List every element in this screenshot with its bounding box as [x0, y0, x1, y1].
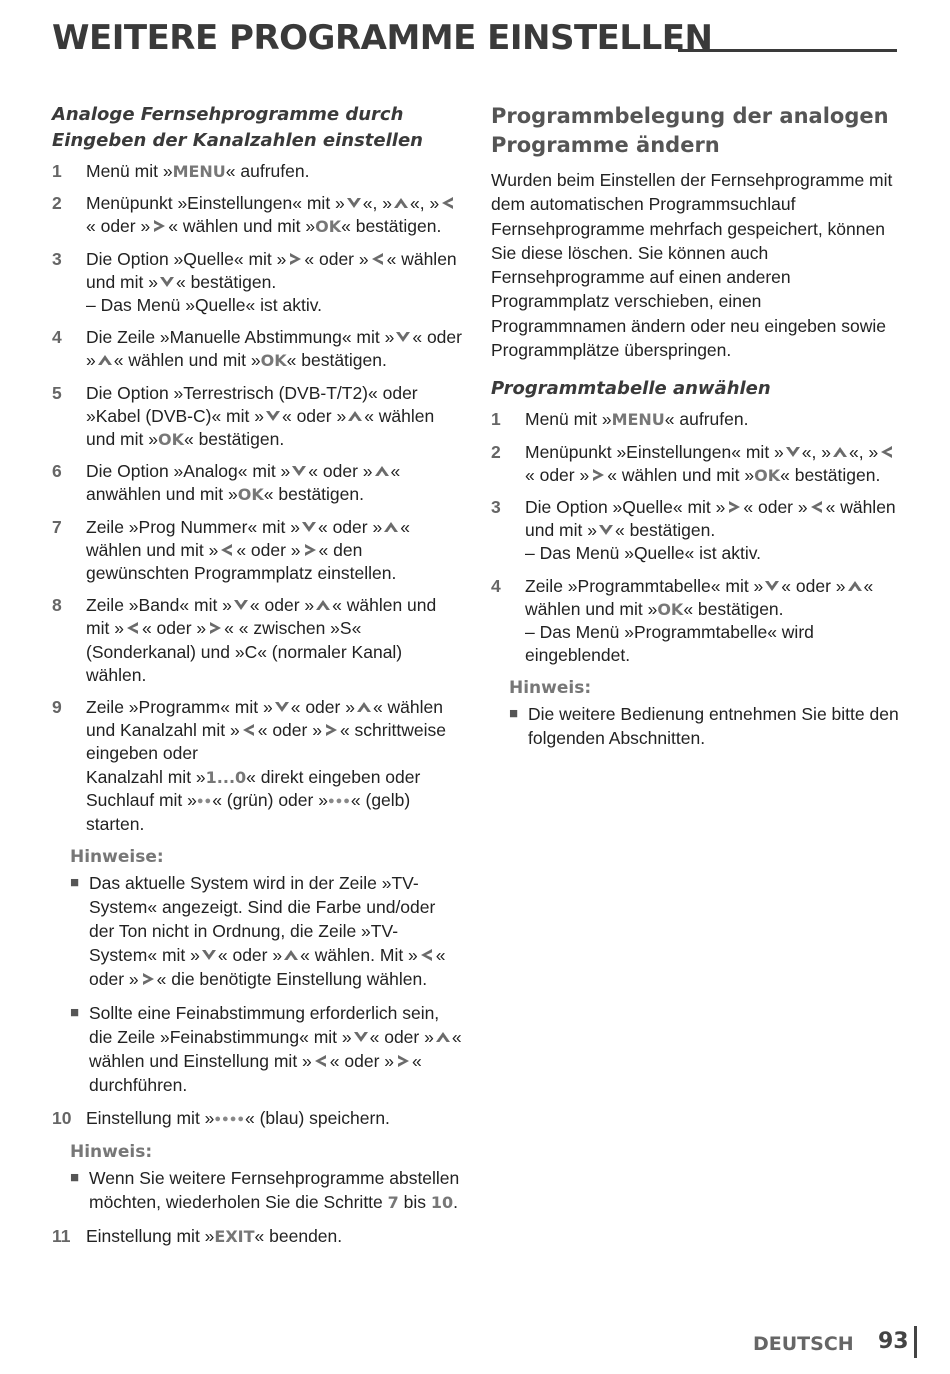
square-bullet-icon: ■	[70, 1004, 80, 1022]
text-run: « oder »	[281, 405, 347, 426]
step-text	[86, 594, 464, 687]
text-run: Die Option »Quelle« mit »	[525, 496, 726, 517]
step-item	[52, 1225, 464, 1248]
right-steps	[491, 408, 901, 667]
key-label: 10	[430, 1193, 454, 1213]
arrow-left-icon	[439, 196, 457, 210]
arrow-up-icon	[96, 353, 114, 367]
step-item	[52, 326, 464, 372]
text-run: « « zwischen »S« (Sonderkanal) und »C« (normaler Kanal) wählen.	[86, 618, 403, 685]
text-run: Kanalzahl mit »	[86, 766, 206, 787]
step-text	[525, 496, 901, 566]
step-text	[86, 460, 464, 506]
text-run: « wählen und mit »	[86, 516, 410, 560]
arrow-right-icon	[301, 543, 319, 557]
key-label: OK	[237, 485, 264, 505]
text-run: « wählen. Mit »	[300, 945, 418, 966]
arrow-down-icon	[232, 598, 250, 612]
text-run: Sollte eine Feinabstimmung erforderlich sein, die Zeile »Feinabstimmung« mit »	[89, 1003, 440, 1048]
step-item	[491, 441, 901, 487]
arrow-right-icon	[725, 500, 743, 514]
text-run: « bestätigen.	[780, 464, 881, 485]
text-run: « bestätigen.	[286, 350, 387, 371]
text-run: « anwählen und mit »	[86, 461, 401, 505]
color-button-dots-icon: ●●	[196, 794, 213, 807]
arrow-left-icon	[312, 1054, 330, 1068]
note-list	[52, 1166, 464, 1215]
title-rule	[678, 49, 897, 52]
text-run: « oder »	[249, 595, 315, 616]
arrow-up-icon	[282, 948, 300, 962]
step-text	[86, 248, 464, 318]
arrow-left-icon	[878, 445, 896, 459]
arrow-down-icon	[273, 700, 291, 714]
text-run: – Das Menü »Quelle« ist aktiv.	[525, 543, 762, 564]
text-run: Zeile »Programm« mit »	[86, 697, 273, 718]
arrow-right-icon	[286, 252, 304, 266]
arrow-down-icon	[158, 275, 176, 289]
step-text	[525, 441, 901, 487]
step-text	[525, 408, 901, 431]
note-item	[509, 702, 901, 750]
text-run: « wählen und Einstellung mit »	[89, 1027, 462, 1072]
step-item	[52, 160, 464, 183]
text-run: « oder »	[141, 618, 207, 639]
arrow-right-icon	[322, 723, 340, 737]
key-label: 1...0	[205, 767, 247, 787]
arrow-left-icon	[808, 500, 826, 514]
arrow-down-icon	[784, 445, 802, 459]
right-note-label: Hinweis:	[509, 678, 592, 699]
step-text	[86, 1107, 464, 1131]
arrow-left-icon	[240, 723, 258, 737]
step-11	[52, 1225, 464, 1248]
arrow-down-icon	[352, 1030, 370, 1044]
text-run: Die weitere Bedienung entnehmen Sie bitte den folgenden Abschnitten.	[528, 704, 899, 749]
step-item	[52, 382, 464, 452]
text-run: « bestätigen.	[263, 484, 364, 505]
step-number: 4	[491, 575, 501, 596]
note-item	[70, 871, 464, 991]
footer-bar	[914, 1326, 917, 1358]
text-run: Die Option »Terrestrisch (DVB-T/T2)« oder »Kabel (DVB-C)« mit »	[86, 382, 418, 426]
step-number: 9	[52, 697, 62, 718]
step-number: 1	[52, 161, 62, 181]
text-run: Einstellung mit »	[86, 1226, 215, 1247]
arrow-up-icon	[434, 1030, 452, 1044]
text-run: Menüpunkt »Einstellungen« mit »	[525, 441, 784, 462]
key-label: OK	[657, 599, 684, 619]
text-run: « oder »	[369, 1027, 434, 1048]
step-item	[52, 460, 464, 506]
step-number: 11	[52, 1226, 71, 1247]
text-run: «, »	[848, 441, 879, 462]
text-run: bis	[398, 1192, 431, 1213]
arrow-left-icon	[124, 621, 142, 635]
step-text	[525, 575, 901, 668]
arrow-up-icon	[831, 445, 849, 459]
left-subhead: Analoge Fernsehprogramme durch Eingeben der Kanalzahlen einstellen	[52, 104, 423, 151]
text-run: « den gewünschten Programmplatz einstellen.	[86, 539, 397, 584]
text-run: « oder »	[304, 248, 369, 269]
step-item	[52, 192, 464, 238]
step-text	[86, 192, 464, 238]
text-run: Die Option »Analog« mit »	[86, 461, 291, 482]
key-label: OK	[754, 465, 781, 485]
text-run: « wählen und mit »	[607, 464, 755, 485]
text-run: « wählen und mit »	[86, 595, 437, 639]
text-run: « wählen und mit »	[168, 216, 316, 237]
step-text	[86, 326, 464, 372]
step-number: 5	[52, 382, 62, 403]
text-run: « durchführen.	[89, 1051, 422, 1096]
note-item	[70, 1001, 464, 1097]
arrow-right-icon	[206, 621, 224, 635]
note-text	[528, 702, 901, 750]
text-run: « wählen und mit »	[525, 575, 874, 619]
intro-paragraph: Wurden beim Einstellen der Fernsehprogramme mit dem automatischen Programmsuchlauf Fernsehprogramme mehrfach gespeichert, können Sie diese löschen. Sie können auch Fernsehprogramme auf einen anderen Programmplatz verschieben, einen Programmnamen ändern oder neu eingeben sowie Programmplätze überspringen.	[491, 170, 893, 361]
page-title: WEITERE PROGRAMME EINSTELLEN	[52, 18, 713, 58]
color-button-dots-icon: ●●●	[327, 794, 351, 807]
step-number: 1	[491, 409, 501, 430]
step-item	[52, 696, 464, 836]
arrow-down-icon	[597, 523, 615, 537]
text-run: « die benötigte Einstellung wählen.	[156, 969, 428, 990]
text-run: « bestätigen.	[175, 271, 277, 292]
text-run: Menü mit »	[525, 409, 612, 430]
text-run: Zeile »Band« mit »	[86, 595, 232, 616]
arrow-right-icon	[589, 468, 607, 482]
arrow-down-icon	[290, 464, 308, 478]
step-number: 4	[52, 327, 62, 348]
arrow-left-icon	[369, 252, 387, 266]
key-label: 7	[387, 1193, 399, 1213]
arrow-up-icon	[846, 579, 864, 593]
text-run: « oder »	[743, 496, 808, 517]
step-10	[52, 1107, 464, 1131]
step-number: 3	[52, 248, 62, 269]
text-run: .	[453, 1192, 459, 1213]
text-run: « (grün) oder »	[212, 789, 328, 810]
text-run: « oder »	[89, 945, 446, 990]
text-run: « wählen und mit »	[86, 405, 435, 450]
arrow-up-icon	[382, 520, 400, 534]
arrow-up-icon	[355, 700, 373, 714]
text-run: « wählen und Kanalzahl mit »	[86, 697, 444, 741]
key-label: OK	[315, 217, 342, 237]
text-run: « bestätigen.	[683, 598, 784, 619]
step-item	[491, 496, 901, 566]
text-run: – Das Menü »Quelle« ist aktiv.	[86, 295, 323, 316]
step-text	[86, 516, 464, 586]
arrow-down-icon	[200, 948, 218, 962]
arrow-up-icon	[373, 464, 391, 478]
step-item	[52, 516, 464, 586]
text-run: « oder »	[308, 461, 373, 482]
arrow-up-icon	[392, 196, 410, 210]
step-item	[52, 248, 464, 318]
note-label: Hinweis:	[70, 1142, 153, 1163]
text-run: « oder »	[317, 516, 383, 537]
text-run: « oder »	[290, 697, 355, 718]
step-text	[86, 1225, 464, 1248]
note-text	[89, 871, 464, 991]
text-run: Zeile »Programmtabelle« mit »	[525, 575, 764, 596]
text-run: « oder »	[329, 1051, 394, 1072]
section-title: Programmbelegung der analogen Programme ändern	[491, 104, 889, 157]
right-note-list	[491, 702, 901, 750]
text-run: « wählen und mit »	[86, 248, 457, 292]
step-text	[86, 160, 464, 183]
arrow-right-icon	[150, 219, 168, 233]
text-run: « oder »	[257, 720, 322, 741]
step-number: 2	[52, 193, 62, 214]
text-run: «, »	[362, 193, 392, 214]
text-run: « oder »	[781, 575, 846, 596]
step-number: 3	[491, 496, 501, 517]
text-run: Menü mit »	[86, 161, 173, 181]
text-run: « oder »	[217, 945, 283, 966]
left-steps	[52, 160, 464, 836]
note-text	[89, 1001, 464, 1097]
text-run: « (blau) speichern.	[244, 1108, 390, 1129]
arrow-down-icon	[264, 409, 282, 423]
text-run: « aufrufen.	[664, 409, 749, 430]
arrow-left-icon	[418, 948, 436, 962]
text-run: « bestätigen.	[614, 520, 716, 541]
text-run: « wählen und mit »	[113, 350, 261, 371]
step-item	[491, 408, 901, 431]
arrow-up-icon	[346, 409, 364, 423]
left-column	[52, 102, 464, 1258]
notes-label: Hinweise:	[70, 847, 164, 868]
notes-list	[52, 871, 464, 1097]
step-number: 7	[52, 516, 62, 537]
text-run: Einstellung mit »	[86, 1108, 215, 1129]
arrow-right-icon	[139, 972, 157, 986]
step-number: 8	[52, 595, 62, 616]
text-run: « oder »	[236, 539, 301, 560]
text-run: « bestätigen.	[183, 429, 285, 450]
key-label: MENU	[611, 410, 665, 430]
arrow-down-icon	[345, 196, 363, 210]
arrow-down-icon	[300, 520, 318, 534]
step-number: 10	[52, 1108, 72, 1129]
right-column	[491, 102, 901, 760]
text-run: « bestätigen.	[341, 216, 442, 237]
color-button-dots-icon: ●●●●	[214, 1113, 245, 1126]
square-bullet-icon: ■	[70, 1169, 80, 1187]
page-number: 93	[878, 1329, 909, 1354]
step-item	[52, 1107, 464, 1131]
step-text	[86, 382, 464, 452]
text-run: Das aktuelle System wird in der Zeile »TV-System« angezeigt. Sind die Farbe und/oder der Ton nicht in Ordnung, die Zeile »TV-System« mit »	[89, 873, 436, 966]
step-item	[491, 575, 901, 668]
step-number: 6	[52, 461, 62, 482]
square-bullet-icon: ■	[70, 874, 80, 892]
step-text	[86, 696, 464, 836]
arrow-up-icon	[314, 598, 332, 612]
note-item	[70, 1166, 464, 1215]
text-run: Zeile »Prog Nummer« mit »	[86, 516, 300, 537]
right-subhead: Programmtabelle anwählen	[491, 378, 771, 400]
text-run: « direkt eingeben oder Suchlauf mit »	[86, 766, 421, 810]
text-run: – Das Menü »Programmtabelle« wird eingeblendet.	[525, 622, 814, 666]
key-label: OK	[157, 430, 184, 450]
text-run: « oder »	[525, 464, 590, 485]
text-run: Menüpunkt »Einstellungen« mit »	[86, 193, 345, 214]
step-item	[52, 594, 464, 687]
text-run: « (gelb) starten.	[86, 789, 411, 835]
key-label: EXIT	[214, 1227, 255, 1247]
square-bullet-icon: ■	[509, 705, 519, 723]
text-run: « schrittweise eingeben oder	[86, 720, 446, 764]
arrow-down-icon	[763, 579, 781, 593]
text-run: « beenden.	[254, 1226, 343, 1247]
text-run: Die Option »Quelle« mit »	[86, 248, 287, 269]
text-run: « aufrufen.	[225, 161, 310, 181]
key-label: MENU	[172, 162, 226, 181]
text-run: Wenn Sie weitere Fernsehprogramme abstellen möchten, wiederholen Sie die Schritte	[89, 1168, 460, 1213]
text-run: «, »	[801, 441, 831, 462]
arrow-down-icon	[394, 330, 412, 344]
text-run: « wählen und mit »	[525, 496, 896, 541]
note-text	[89, 1166, 464, 1215]
step-number: 2	[491, 441, 501, 462]
text-run: « oder »	[86, 216, 151, 237]
text-run: « oder »	[86, 327, 462, 371]
footer-language: DEUTSCH	[753, 1333, 854, 1355]
arrow-right-icon	[394, 1054, 412, 1068]
arrow-left-icon	[218, 543, 236, 557]
key-label: OK	[260, 351, 287, 371]
text-run: «, »	[409, 193, 440, 214]
text-run: Die Zeile »Manuelle Abstimmung« mit »	[86, 327, 395, 348]
